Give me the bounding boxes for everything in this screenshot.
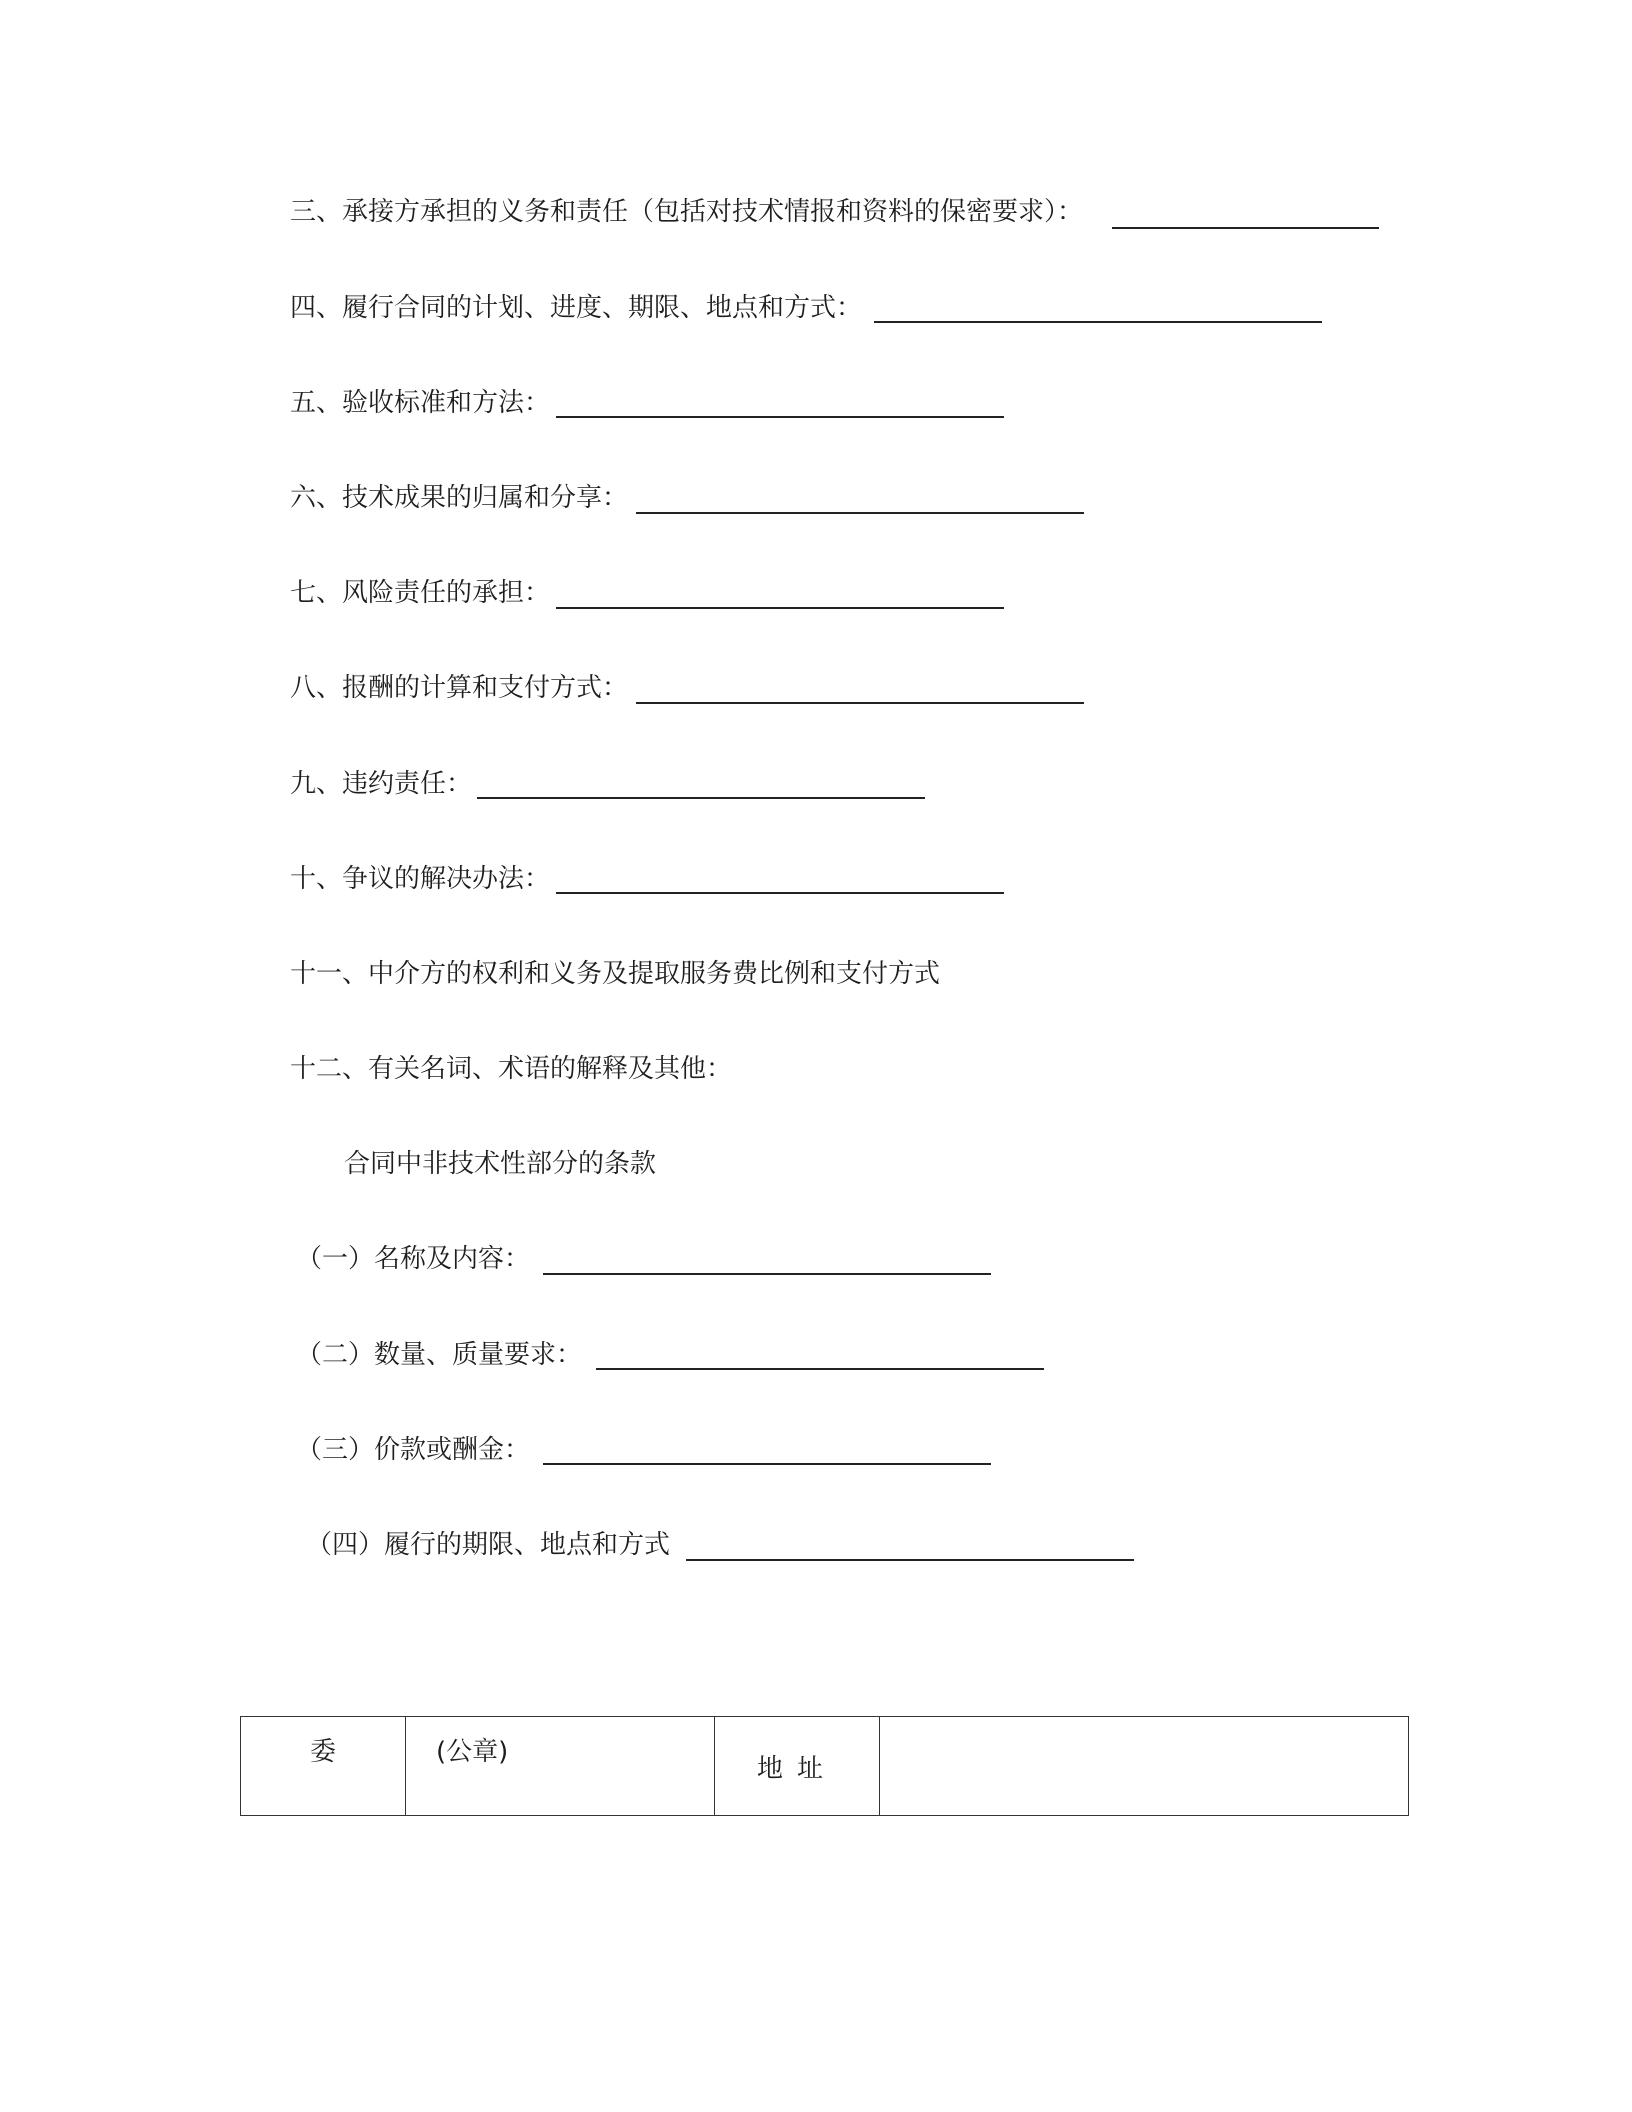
address-value-cell[interactable] — [880, 1717, 1409, 1816]
address-label-cell — [715, 1717, 880, 1816]
client-cell — [241, 1717, 406, 1816]
clause-label: 九、违约责任： — [290, 769, 473, 799]
clause-7-blank[interactable] — [556, 607, 1004, 609]
clause-7 — [290, 569, 550, 609]
clause-3 — [290, 188, 1083, 228]
clause-6-blank[interactable] — [636, 512, 1084, 514]
seal-cell[interactable] — [406, 1717, 715, 1816]
clause-8 — [290, 664, 628, 704]
clause-label: 五、验收标准和方法： — [290, 388, 551, 418]
clause-label: 八、报酬的计算和支付方式： — [290, 673, 629, 703]
clause-8-blank[interactable] — [636, 702, 1084, 704]
clause-3-blank[interactable] — [1112, 227, 1379, 229]
clause-label: 四、履行合同的计划、进度、期限、地点和方式： — [290, 293, 863, 323]
sub-item-label: （一）名称及内容： — [296, 1244, 531, 1274]
clause-label: 六、技术成果的归属和分享： — [290, 483, 629, 513]
sub-item-1-blank[interactable] — [543, 1273, 991, 1275]
clause-12 — [290, 1045, 732, 1085]
address-label: 地址 — [756, 1753, 837, 1784]
sub-item-1 — [296, 1235, 530, 1275]
clause-4 — [290, 284, 862, 324]
clause-5 — [290, 379, 550, 419]
clause-10-blank[interactable] — [556, 892, 1004, 894]
sub-item-3 — [296, 1426, 530, 1466]
signature-table — [240, 1716, 1409, 1816]
sub-item-2 — [296, 1331, 582, 1371]
clause-9 — [290, 760, 472, 800]
sub-item-label: （二）数量、质量要求： — [296, 1340, 583, 1370]
sub-item-4-blank[interactable] — [686, 1559, 1134, 1561]
clause-label: 十一、中介方的权利和义务及提取服务费比例和支付方式 — [290, 959, 941, 989]
clause-label: 十二、有关名词、术语的解释及其他： — [290, 1054, 733, 1084]
seal-label: (公章) — [436, 1737, 509, 1767]
clause-label: 七、风险责任的承担： — [290, 578, 551, 608]
clause-9-blank[interactable] — [477, 797, 925, 799]
sub-item-label: （四）履行的期限、地点和方式 — [306, 1530, 671, 1560]
clause-label: 十、争议的解决办法： — [290, 864, 551, 894]
clause-10 — [290, 855, 550, 895]
clause-11 — [290, 950, 940, 990]
sub-item-4 — [306, 1521, 670, 1561]
sub-item-label: （三）价款或酬金： — [296, 1435, 531, 1465]
sub-item-3-blank[interactable] — [543, 1463, 991, 1465]
sub-item-2-blank[interactable] — [596, 1368, 1044, 1370]
table-row — [241, 1717, 1409, 1816]
clause-6 — [290, 474, 628, 514]
clause-label: 三、承接方承担的义务和责任（包括对技术情报和资料的保密要求）： — [290, 197, 1084, 227]
non-tech-heading: 合同中非技术性部分的条款 — [344, 1149, 657, 1179]
clause-4-blank[interactable] — [874, 321, 1322, 323]
clause-5-blank[interactable] — [556, 416, 1004, 418]
client-label: 委 — [309, 1737, 336, 1767]
